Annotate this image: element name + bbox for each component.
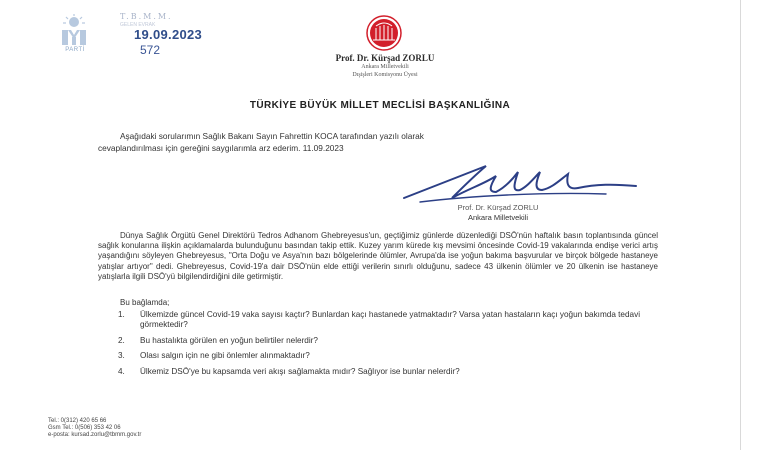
intro-line-2: cevaplandırılması için gereğini saygılarımla arz ederim. 11.09.2023: [98, 142, 344, 153]
contact-footer: [48, 418, 141, 439]
footer-tel: Tel.: 0(312) 420 65 66: [48, 418, 107, 424]
handwritten-signature: [400, 158, 640, 206]
question-number: 3.: [118, 351, 125, 361]
footer-gsm: Gsm Tel.: 0(506) 353 42 06: [48, 425, 121, 431]
signature-name: Prof. Dr. Kürşad ZORLU: [457, 203, 539, 212]
question-item: [118, 367, 658, 377]
sender-committee: Dışişleri Komisyonu Üyesi: [352, 72, 418, 78]
sender-name: Prof. Dr. Kürşad ZORLU: [335, 53, 435, 63]
registry-stamp: [112, 11, 220, 57]
question-text: Bu hastalıkta görülen en yoğun belirtiler nelerdir?: [140, 335, 318, 345]
question-number: 4.: [118, 366, 125, 376]
question-text: Olası salgın için ne gibi önlemler alınmaktadır?: [140, 351, 310, 361]
document-heading: TÜRKİYE BÜYÜK MİLLET MECLİSİ BAŞKANLIĞINA: [249, 100, 511, 111]
intro-line-1: Aşağıdaki sorularımın Sağlık Bakanı Sayın Fahrettin KOCA tarafından yazılı olarak: [120, 131, 424, 141]
tbmm-emblem-icon: [352, 14, 416, 52]
stamp-title: T.B.M.M.: [120, 12, 173, 21]
sender-block: [300, 53, 470, 79]
footer-email: e-posta: kursad.zorlu@tbmm.gov.tr: [48, 432, 142, 438]
intro-paragraph: [98, 131, 658, 154]
question-item: [118, 336, 658, 346]
questions-lead: Bu bağlamda;: [120, 298, 170, 307]
questions-list: [118, 310, 658, 382]
question-number: 2.: [118, 335, 125, 345]
stamp-number: 572: [140, 43, 161, 57]
body-paragraph-text: Dünya Sağlık Örgütü Genel Direktörü Tedros Adhanom Ghebreyesus'un, geçtiğimiz günlerde düzenlediği DSÖ'nün haftalık basın toplantısında güncel sağlık konularına ilişkin açıklamalarda bulunduğunu basından takip ettik. Kuzey yarım kürede kış mevsimi öncesinde Covid-19 vakalarında endişe verici artış yaşandığını söyleyen Ghebreyesus, "Orta Doğu ve Asya'nın bazı bölgelerinde ölümler, Avrupa'da ise yoğun bakıma başvurular ve birçok bölgede hastaneye yatışlar artıyor" dedi. Ghebreyesus, Covid-19'a dair DSÖ'nün elde ettiği verilerin sınırlı olduğunu, sadece 43 ülkenin ölümler ve 20 ülkenin ise hastaneye yatışlarla ilgili DSÖ'yü bilgilendirdiğini dile getirmiştir.: [98, 231, 658, 281]
sender-constituency: Ankara Milletvekili: [361, 64, 409, 70]
body-paragraph: [98, 231, 658, 282]
signature-title: Ankara Milletvekili: [467, 213, 529, 222]
question-item: [118, 310, 658, 331]
question-text: Ülkemiz DSÖ'ye bu kapsamda veri akışı sağlamakta mıdır? Sağlıyor ise bunlar nelerdir?: [140, 366, 460, 376]
question-item: [118, 351, 658, 361]
scan-edge-line: [740, 0, 741, 450]
question-number: 1.: [118, 310, 125, 319]
party-name: PARTİ: [65, 47, 85, 53]
stamp-subtitle: GELEN EVRAK: [120, 22, 156, 28]
stamp-date: 19.09.2023: [134, 27, 203, 42]
question-text: Ülkemizde güncel Covid-19 vaka sayısı kaçtır? Bunlardan kaçı hastanede yatmaktadır? Varsa yatan hastaların kaçı yoğun bakımda tedavi görmektedir?: [140, 310, 641, 330]
